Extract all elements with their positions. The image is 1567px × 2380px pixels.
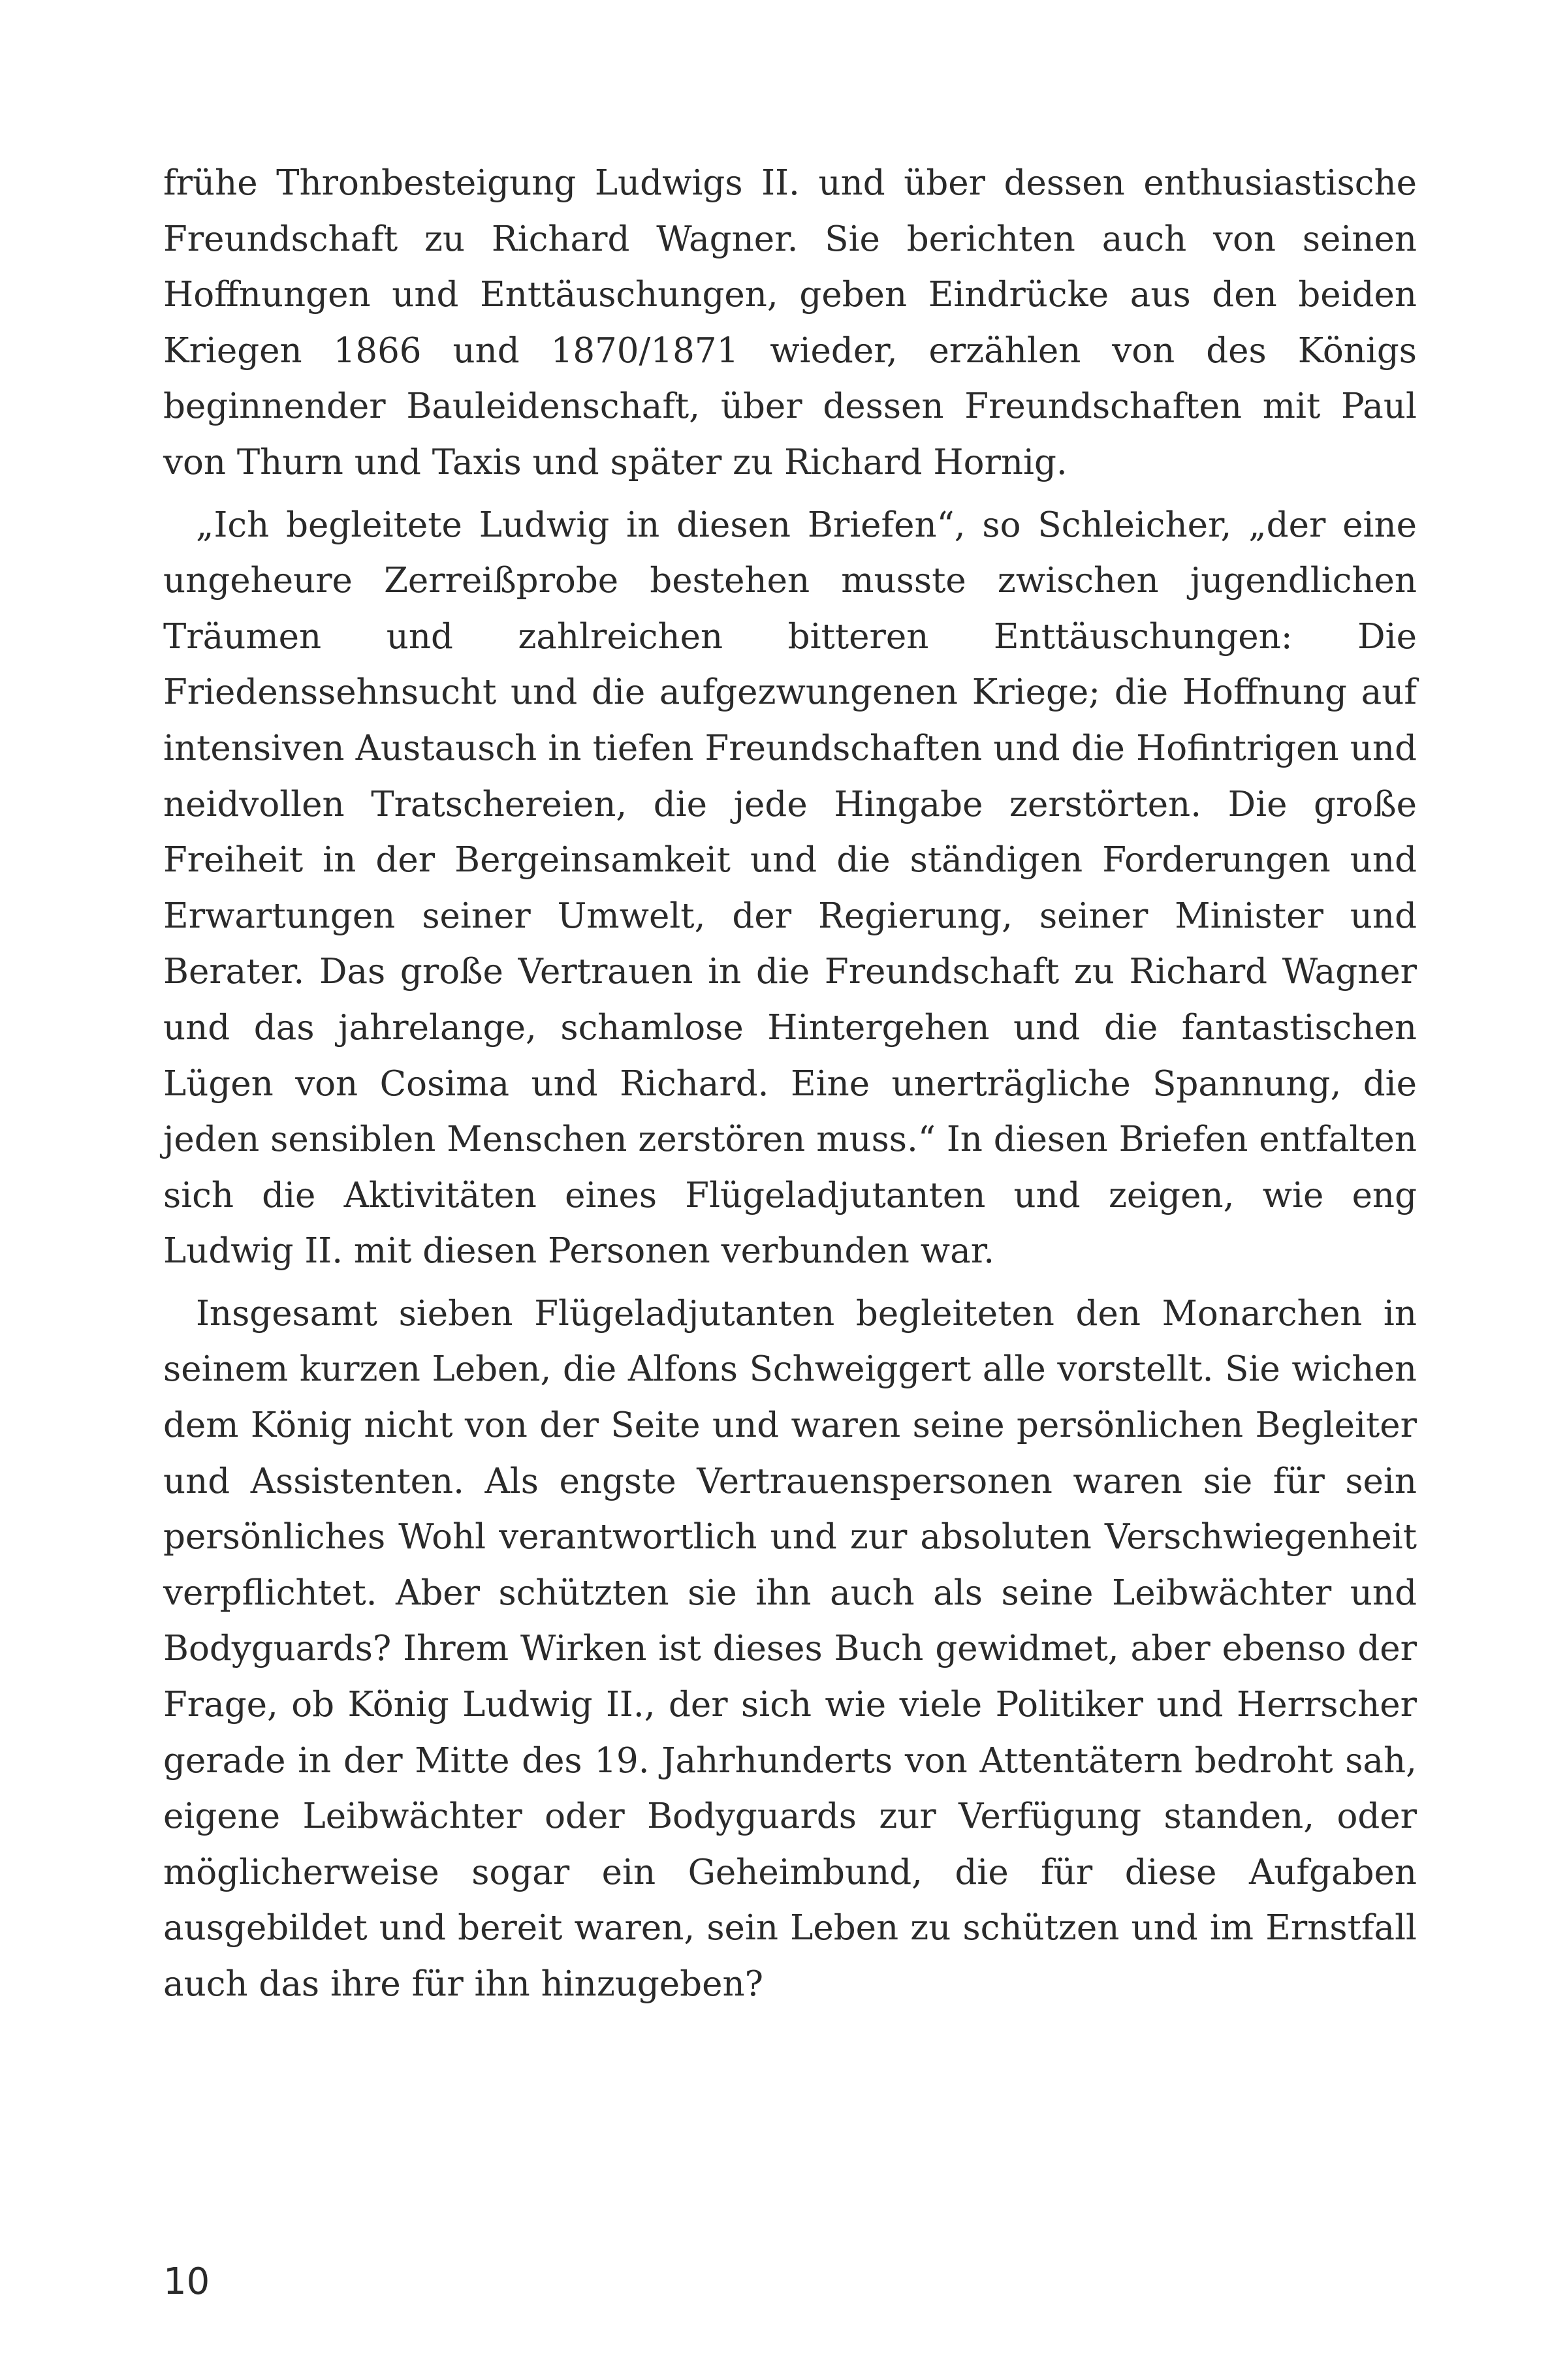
- paragraph-2: „Ich begleitete Ludwig in diesen Briefen“, so Schleicher, „der eine ungeheure Zerreißprobe bestehen musste zwischen jugendlichen Träumen und zahlreichen bitteren Enttäuschungen: Die Friedenssehnsucht und die aufgezwungenen Kriege; die Hoffnung auf intensiven Austausch in tiefen Freundschaften und die Hofintrigen und neidvollen Tratschereien, die jede Hingabe zerstörten. Die große Freiheit in der Bergeinsamkeit und die ständigen Forderungen und Erwartungen seiner Umwelt, der Regierung, seiner Minister und Berater. Das große Vertrauen in die Freundschaft zu Richard Wagner und das jahrelange, schamlose Hintergehen und die fantastischen Lügen von Cosima und Richard. Eine unerträgliche Spannung, die jeden sensiblen Menschen zerstören muss.“ In diesen Briefen entfalten sich die Aktivitäten eines Flügeladjutanten und zeigen, wie eng Ludwig II. mit diesen Personen verbunden war.: [163, 505, 1417, 1272]
- page-number: 10: [163, 2261, 210, 2303]
- paragraph-3: Insgesamt sieben Flügeladjutanten begleiteten den Monarchen in seinem kurzen Leben, die Alfons Schweiggert alle vorstellt. Sie wichen dem König nicht von der Seite und waren seine persönlichen Begleiter und Assistenten. Als engste Vertrauenspersonen waren sie für sein persönliches Wohl verantwortlich und zur absoluten Verschwiegenheit verpflichtet. Aber schützten sie ihn auch als seine Leibwächter und Bodyguards? Ihrem Wirken ist dieses Buch gewidmet, aber ebenso der Frage, ob König Ludwig II., der sich wie viele Politiker und Herrscher gerade in der Mitte des 19. Jahrhunderts von Attentätern bedroht sah, eigene Leibwächter oder Bodyguards zur Verfügung standen, oder möglicherweise sogar ein Geheimbund, die für diese Aufgaben ausgebildet und bereit waren, sein Leben zu schützen und im Ernstfall auch das ihre für ihn hinzugeben?: [163, 1293, 1417, 2004]
- paragraph-1: frühe Thronbesteigung Ludwigs II. und über dessen enthusiastische Freundschaft zu Richard Wagner. Sie berichten auch von seinen Hoffnungen und Enttäuschungen, geben Eindrücke aus den beiden Kriegen 1866 und 1870/1871 wieder, erzählen von des Königs beginnender Bauleidenschaft, über dessen Freundschaften mit Paul von Thurn und Taxis und später zu Richard Hornig.: [163, 163, 1417, 482]
- body-text: [163, 155, 1417, 2012]
